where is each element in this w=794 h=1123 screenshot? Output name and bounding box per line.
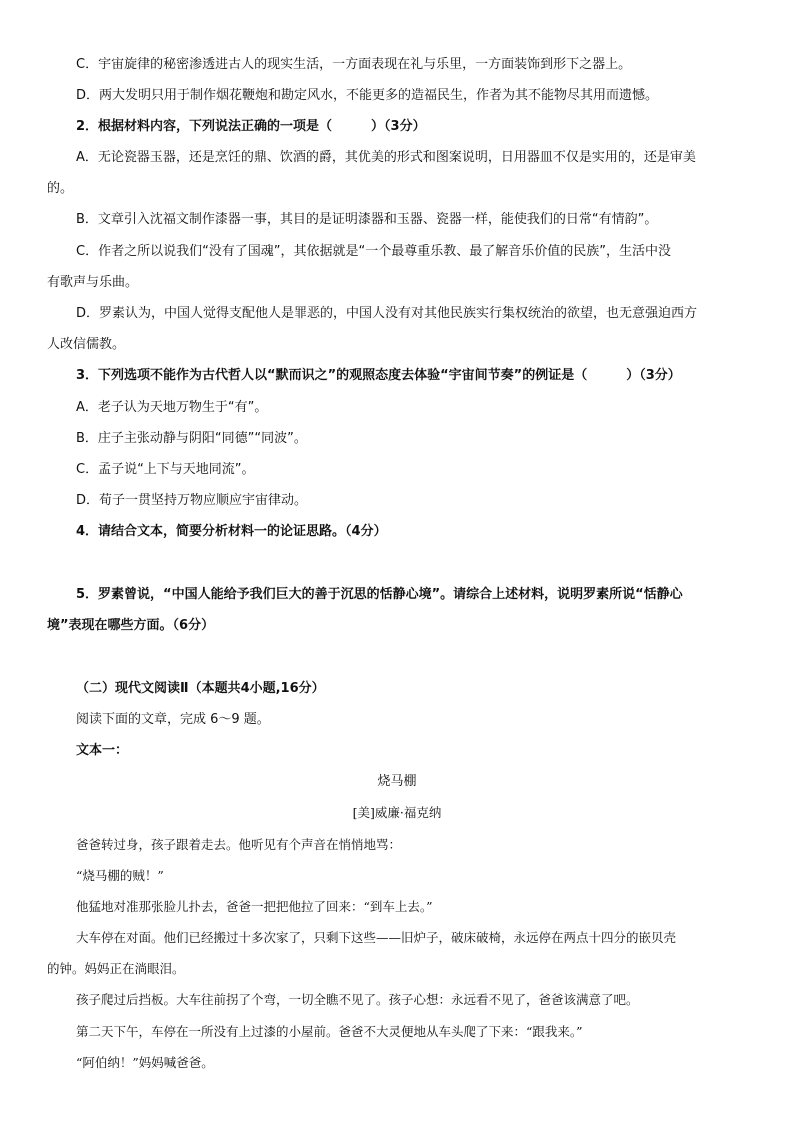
q3-option-c: C．孟子说“上下与天地同流”。 bbox=[76, 462, 255, 477]
section-instruction: 阅读下面的文章，完成 6～9 题。 bbox=[76, 712, 270, 727]
q3-option-a: A．老子认为天地万物生于“有”。 bbox=[76, 400, 268, 415]
story-paragraph-4-line2: 的钟。妈妈正在淌眼泪。 bbox=[47, 961, 185, 976]
q3-option-d: D．荀子一贯坚持万物应顺应宇宙律动。 bbox=[76, 493, 308, 508]
story-author: [美]威廉·福克纳 bbox=[352, 805, 442, 820]
q2-option-c-line2: 有歌声与乐曲。 bbox=[47, 275, 139, 290]
story-paragraph-2: “烧马棚的贼！” bbox=[76, 868, 164, 883]
q1-option-c: C．宇宙旋律的秘密渗透进古人的现实生活，一方面表现在礼与乐里，一方面装饰到形下之器上。 bbox=[76, 57, 632, 72]
story-paragraph-6: 第二天下午，车停在一所没有上过漆的小屋前。爸爸不大灵便地从车头爬了下来：“跟我来。” bbox=[76, 1024, 583, 1039]
q2-option-b: B．文章引入沈福文制作漆器一事，其目的是证明漆器和玉器、瓷器一样，能使我们的日常“有情韵”。 bbox=[76, 212, 658, 227]
text-label: 文本一： bbox=[76, 743, 129, 758]
story-paragraph-1: 爸爸转过身，孩子跟着走去。他听见有个声音在悄悄地骂： bbox=[76, 837, 402, 852]
q2-option-a-line1: A．无论瓷器玉器，还是烹饪的鼎、饮酒的爵，其优美的形式和图案说明，日用器皿不仅是实用的，还是审美 bbox=[76, 150, 696, 165]
q2-option-d-line1: D．罗素认为，中国人觉得支配他人是罪恶的，中国人没有对其他民族实行集权统治的欲望，也无意强迫西方 bbox=[76, 306, 698, 321]
q2-option-a-line2: 的。 bbox=[47, 181, 74, 196]
q3-stem: 3．下列选项不能作为古代哲人以“默而识之”的观照态度去体验“宇宙间节奏”的例证是（ ）（3分） bbox=[76, 368, 681, 383]
story-title: 烧马棚 bbox=[377, 774, 417, 789]
section-heading: （二）现代文阅读Ⅱ（本题共4小题,16分） bbox=[76, 681, 325, 696]
story-paragraph-4-line1: 大车停在对面。他们已经搬过十多次家了，只剩下这些——旧炉子，破床破椅，永远停在两点十四分的嵌贝壳 bbox=[76, 930, 677, 945]
q1-option-d: D．两大发明只用于制作烟花鞭炮和勘定风水，不能更多的造福民生，作者为其不能物尽其用而遗憾。 bbox=[76, 88, 659, 103]
q2-option-c-line1: C．作者之所以说我们“没有了国魂”，其依据就是“一个最尊重乐教、最了解音乐价值的民族”，生活中没 bbox=[76, 244, 672, 259]
story-paragraph-5: 孩子爬过后挡板。大车往前拐了个弯，一切全瞧不见了。孩子心想：永远看不见了，爸爸该满意了吧。 bbox=[76, 992, 639, 1007]
q3-option-b: B．庄子主张动静与阴阳“同德”“同波”。 bbox=[76, 431, 307, 446]
q2-option-d-line2: 人改信儒教。 bbox=[47, 337, 126, 352]
story-paragraph-7: “阿伯纳！”妈妈喊爸爸。 bbox=[76, 1055, 214, 1070]
q4-stem: 4．请结合文本，简要分析材料一的论证思路。（4分） bbox=[76, 524, 387, 539]
q5-stem-line1: 5．罗素曾说，“中国人能给予我们巨大的善于沉思的恬静心境”。请综合上述材料，说明罗素所说“恬静心 bbox=[76, 587, 683, 602]
q5-stem-line2: 境”表现在哪些方面。（6分） bbox=[47, 618, 215, 633]
q2-stem: 2．根据材料内容，下列说法正确的一项是（ ）（3分） bbox=[76, 119, 426, 134]
story-paragraph-3: 他猛地对准那张脸儿扑去，爸爸一把把他拉了回来：“到车上去。” bbox=[76, 899, 433, 914]
